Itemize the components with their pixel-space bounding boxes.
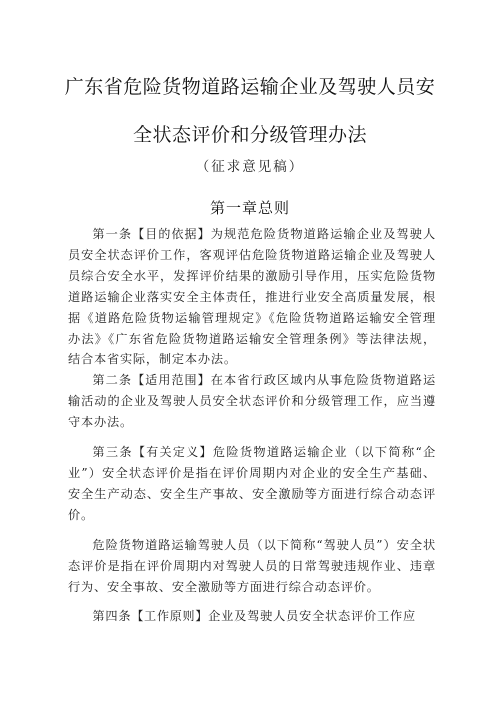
article-4 (68, 606, 436, 627)
article-1 (68, 224, 436, 370)
article-tag: 【工作原则】 (131, 609, 209, 624)
article-3-paragraph-2 (68, 535, 436, 598)
article-text: 危险货物道路运输驾驶人员（以下简称“驾驶人员”）安全状态评价是指在评价周期内对驾驶人员的日常驾驶违规作业、违章行为、安全事故、安全激励等方面进行综合动态评价。 (68, 537, 436, 594)
article-2 (68, 370, 436, 433)
document-title-line-1: 广东省危险货物道路运输企业及驾驶人员安 (64, 76, 436, 98)
document-title-line-2: 全状态评价和分级管理办法 (132, 124, 367, 146)
article-number: 第四条 (92, 609, 132, 624)
article-text: 企业及驾驶人员安全状态评价工作应 (208, 609, 416, 624)
article-text: 危险货物道路运输企业（以下简称“企业”）安全状态评价是指在评价周期内对企业的安全生产基础、安全生产动态、安全生产事故、安全激励等方面进行综合动态评价。 (68, 445, 436, 522)
article-number: 第二条 (92, 373, 133, 388)
article-tag: 【适用范围】 (132, 373, 211, 388)
document-body (68, 224, 436, 627)
document-subtitle: （征求意见稿） (195, 159, 305, 175)
article-text: 在本省行政区域内从事危险货物道路运输活动的企业及驾驶人员安全状态评价和分级管理工作，应当遵守本办法。 (68, 373, 436, 430)
article-tag: 【有关定义】 (132, 445, 213, 460)
article-text: 为规范危险货物道路运输企业及驾驶人员安全状态评价工作，客观评估危险货物道路运输企业及驾驶人员综合安全水平，发挥评价结果的激励引导作用，压实危险货物道路运输企业落实安全主体责任，推进行业安全高质量发展，根据《道路危险货物运输管理规定》《危险货物道路运输安全管理办法》《广东省危险货物道路运输安全管理条例》等法律法规，结合本省实际，制定本办法。 (68, 227, 436, 367)
article-number: 第一条 (92, 227, 133, 241)
article-number: 第三条 (92, 445, 133, 460)
article-tag: 【目的依据】 (132, 227, 211, 241)
chapter-heading: 第一章总则 (209, 199, 290, 217)
article-3 (68, 442, 436, 526)
